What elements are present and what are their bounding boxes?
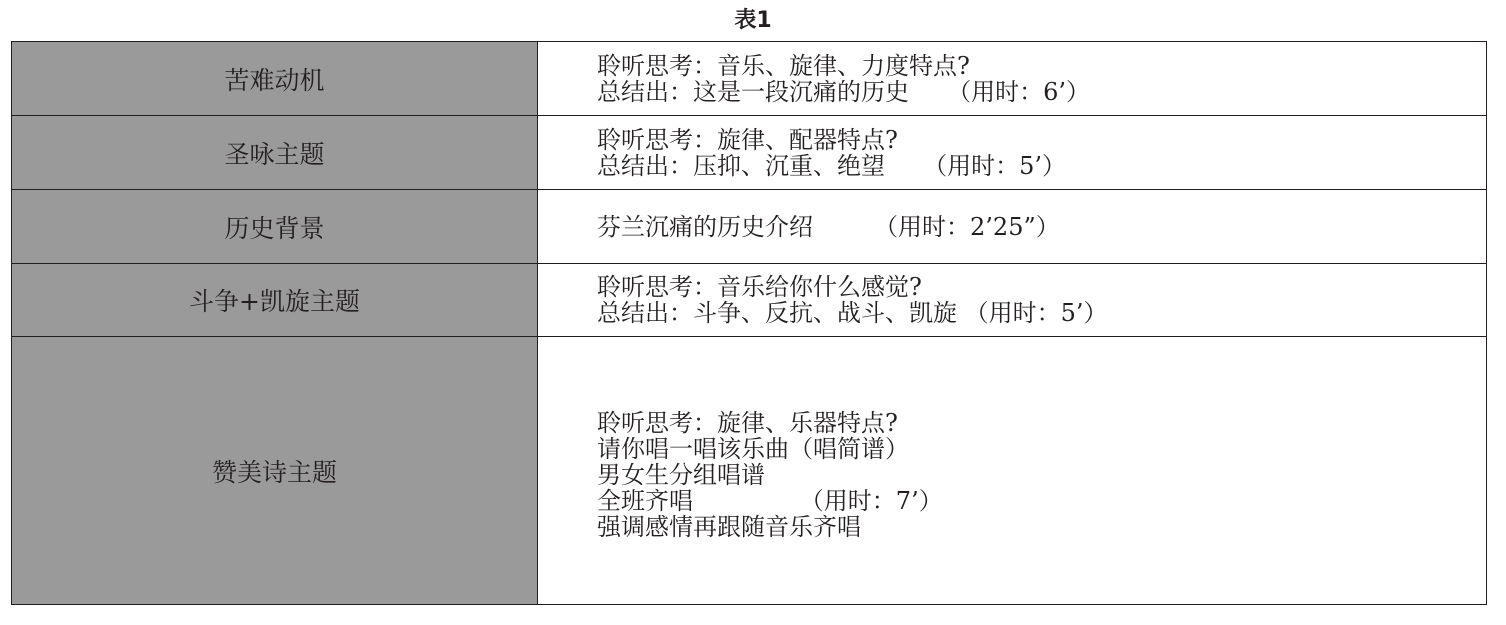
activity-cell: [538, 42, 1487, 116]
activity-line: 芬兰沉痛的历史介绍 （用时：2’25”）: [597, 212, 1060, 241]
section-name-cell: 苦难动机: [12, 42, 538, 116]
activity-line: 总结出：斗争、反抗、战斗、凯旋 （用时：5’）: [597, 299, 1108, 327]
table-row: [12, 116, 1487, 190]
table-row: [12, 190, 1487, 264]
activity-line: 聆听思考：音乐给你什么感觉?: [597, 273, 922, 301]
activity-line: 男女生分组唱谱: [597, 460, 765, 489]
activity-line: 总结出：这是一段沉痛的历史 （用时：6’）: [597, 77, 1091, 106]
lesson-plan-table: [11, 41, 1487, 605]
activity-cell: [538, 264, 1487, 337]
activity-cell: [538, 116, 1487, 190]
activity-line: 聆听思考：音乐、旋律、力度特点?: [597, 51, 970, 80]
activity-line: 聆听思考：旋律、乐器特点?: [597, 408, 898, 437]
activity-line: 请你唱一唱该乐曲（唱简谱）: [597, 434, 909, 463]
section-name-cell: 斗争+凯旋主题: [12, 264, 538, 337]
section-name-cell: 圣咏主题: [12, 116, 538, 190]
activity-line: 聆听思考：旋律、配器特点?: [597, 125, 898, 154]
activity-line: 总结出：压抑、沉重、绝望 （用时：5’）: [597, 151, 1067, 180]
activity-line: 全班齐唱 （用时：7’）: [597, 486, 943, 515]
section-name-cell: 历史背景: [12, 190, 538, 264]
table-caption: 表1: [734, 8, 772, 33]
activity-cell: [538, 190, 1487, 264]
activity-line: 强调感情再跟随音乐齐唱: [597, 512, 861, 541]
table-row: [12, 337, 1487, 605]
section-name-cell: 赞美诗主题: [12, 337, 538, 605]
activity-cell: [538, 337, 1487, 605]
table-row: [12, 42, 1487, 116]
table-row: [12, 264, 1487, 337]
